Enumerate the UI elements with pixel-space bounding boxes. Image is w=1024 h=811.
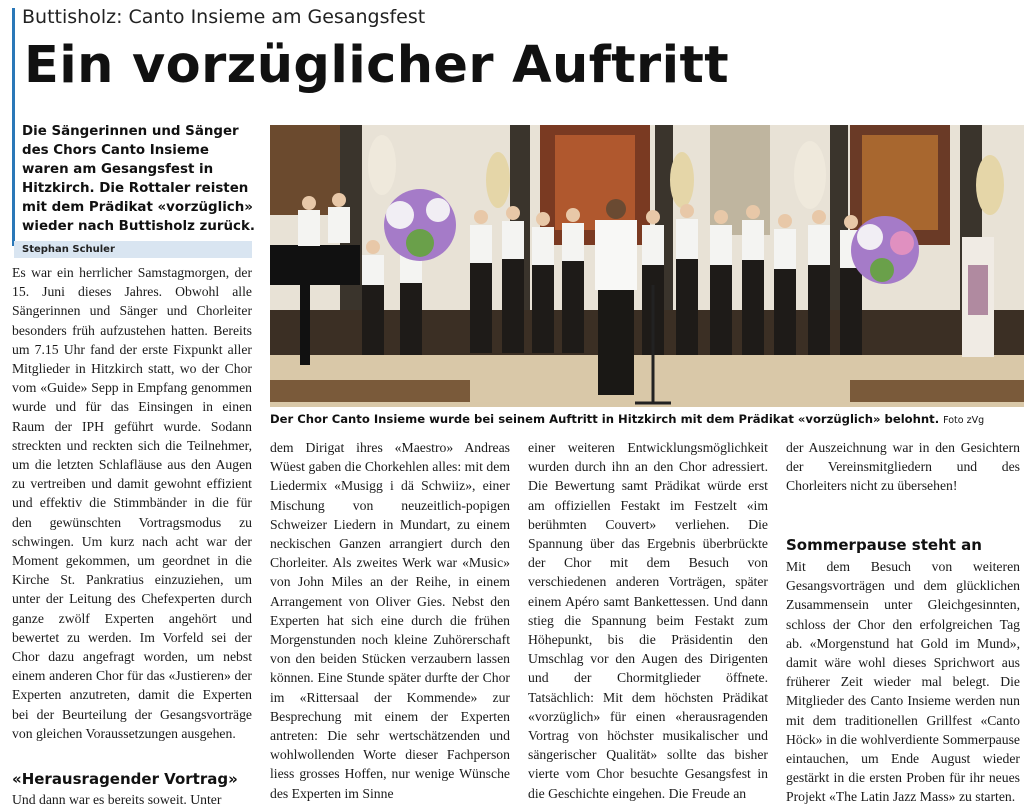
column-3-text: einer weiteren Entwicklungsmöglichkeit wurden durch ihn an den Chor adressiert. Die Bewertung samt Prädikat würde erst am offiziellen Festakt im Festzelt «im berühmten Couvert» verliehen. Die Spannung über das Ergebnis überbrückte der Chor mit dem Besuch von verschiedenen anderen Vorträgen, später einem Apéro samt Bankettessen. Und dann stieg die Spannung beim Festakt zum Höhepunkt, bis die Präsidentin den Umschlag vor den Augen des Dirigenten und der Chormitglieder öffnete. Tatsächlich: Mit dem höchsten Prädikat «vorzüglich» für einen «herausragenden Vortrag von höchster musikalischer und sängerischer Qualität» sollte das bisher vierte vom Chor besuchte Gesangsfest in die Geschichte eingehen. Die Freude an xyxy=(528,440,768,801)
column-1-tail-text: Und dann war es bereits soweit. Unter xyxy=(12,792,222,807)
column-4-bottom xyxy=(786,557,1020,807)
column-4-top xyxy=(786,438,1020,496)
choir-photo-icon xyxy=(270,125,1024,407)
lead-paragraph: Die Sängerinnen und Sänger des Chors Canto Insieme waren am Gesangsfest in Hitzkirch. Die Rottaler reisten mit dem Prädikat «vorzüglich» wieder nach Buttisholz zurück. xyxy=(22,124,255,234)
accent-rule xyxy=(12,8,15,246)
headline: Ein vorzüglicher Auftritt xyxy=(24,36,730,95)
column-1-text: Es war ein herrlicher Samstagmorgen, der 15. Juni dieses Jahres. Obwohl alle Sängerinnen und Sänger und Chorleiter besonders früh aufzustehen hatten. Bereits um 7.15 Uhr fand der erste Fixpunkt aller Mitglieder in Hitzkirch statt, wo der Chor vom «Guide» Sepp in Empfang genommen wurde und für das Einsingen in einen Raum der IPH geführt wurde. Sodann streckten und reckten sich die Teilnehmer, um die letzten Schlafläuse aus den Augen zu vertreiben und damit gewohnt effizient und effektiv die Stimmbänder in die für den gewünschten Vortragsmodus zu schwingen. Um kurz nach acht war der Moment gekommen, um geordnet in die Kirche St. Pankratius einzuziehen, um unter der Leitung des Chefexperten durch ganze zwölf Experten angehört und bewertet zu werden. Im Vorfeld sei der Chor dazu angefragt worden, um nebst einem anderen Chor für das «Justieren» der Experten anzutreten, damit die Experten bei der Beurteilung der Gesangsvorträge von gleichen Voraussetzungen ausgehen. xyxy=(12,265,252,741)
column-4-bottom-text: Mit dem Besuch von weiteren Gesangsvorträgen und dem glücklichen Zusammensein unter Gleichgesinnten, schloss der Chor den erfolgreichen Tag ab. «Morgenstund hat Gold im Mund», damit wäre wohl dieses Sprichwort aus früherer Zeit wieder mal belegt. Die Mitglieder des Canto Insieme werden nun mit dem traditionellen Grillfest «Canto Höck» in die wohlverdiente Sommerpause eintauchen, um Ende August wieder gestärkt in die ersten Proben für ihr neues Projekt «The Latin Jazz Mass» zu starten. xyxy=(786,559,1020,805)
choir-photo xyxy=(270,125,1024,407)
column-3 xyxy=(528,438,768,803)
column-1 xyxy=(12,263,252,743)
column-2 xyxy=(270,438,510,803)
column-1-tail xyxy=(12,790,252,809)
photo-credit: Foto zVg xyxy=(943,415,985,426)
column-2-text: dem Dirigat ihres «Maestro» Andreas Wüest gaben die Chorkehlen alles: mit dem Liedermix «Musigg i dä Schwiiz», einer Mischung von neuzeitlich-popigen Schweizer Liedern in Mundart, zu einem neckischen Ganzen arrangiert durch den Chorleiter. Als zweites Werk war «Music» von John Miles an der Reihe, in einem Arrangement von Oliver Gies. Nebst den Experten hat sich eine durch die frühen Morgenstunden noch kleine Zuhörerschaft von den beiden Stücken verzaubern lassen können. Eine Stunde später durfte der Chor im «Rittersaal der Kommende» zur Besprechung mit einem der Experten antreten: Die sehr wertschätzenden und wohlwollenden Worte dieser Fachperson liess grosses Hoffen, nur wenige Wünsche des Experten im Sinne xyxy=(270,440,510,801)
byline: Stephan Schuler xyxy=(14,241,252,258)
column-4-top-text: der Auszeichnung war in den Gesichtern der Vereinsmitgliedern und des Chorleiters nicht zu übersehen! xyxy=(786,440,1020,494)
caption-text: Der Chor Canto Insieme wurde bei seinem Auftritt in Hitzkirch mit dem Prädikat «vorzüglich» belohnt. xyxy=(270,412,940,426)
subhead-herausragender-vortrag: «Herausragender Vortrag» xyxy=(12,770,238,788)
subhead-sommerpause: Sommerpause steht an xyxy=(786,536,982,554)
photo-caption xyxy=(270,412,1024,426)
kicker: Buttisholz: Canto Insieme am Gesangsfest xyxy=(22,6,426,28)
